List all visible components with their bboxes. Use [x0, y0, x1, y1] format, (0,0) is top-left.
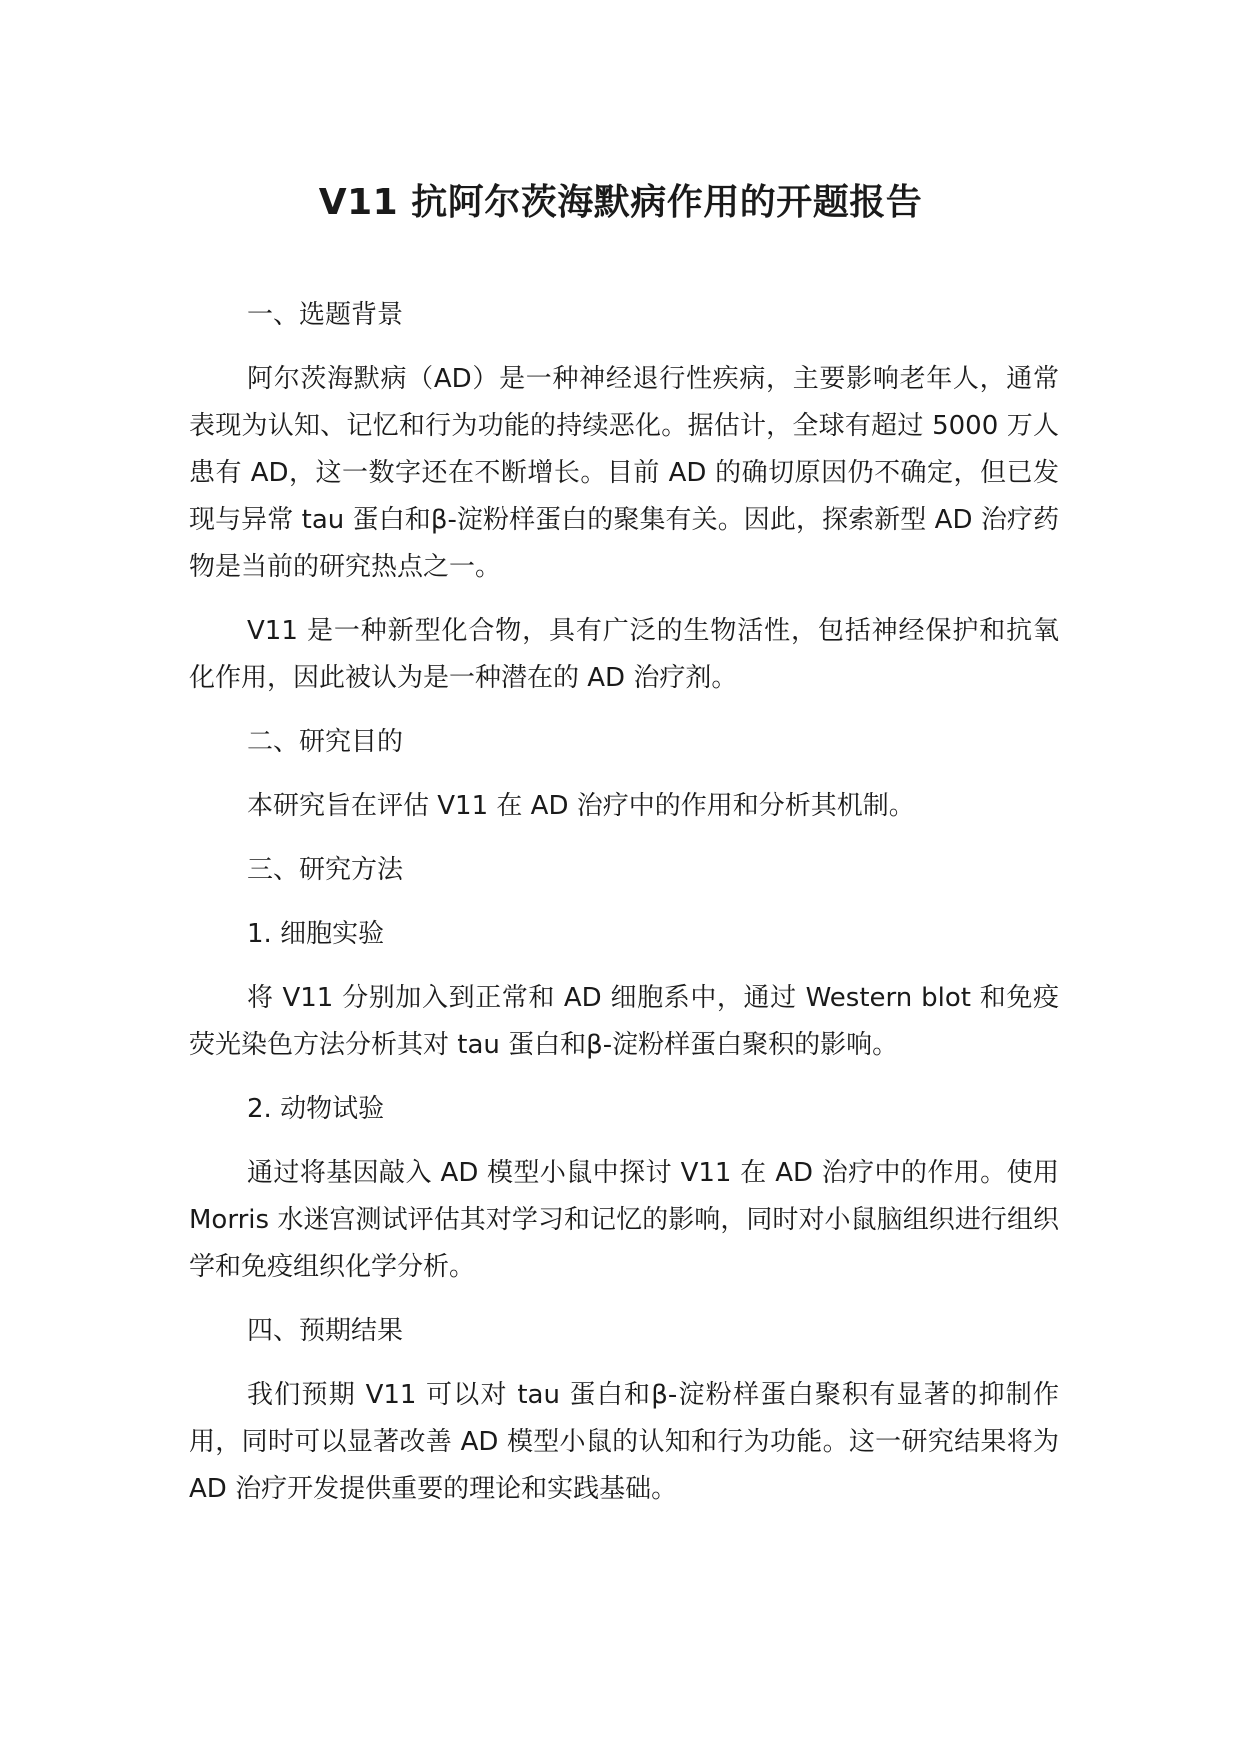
document-title: V11 抗阿尔茨海默病作用的开题报告 — [318, 182, 923, 223]
paragraph-purpose: 本研究旨在评估 V11 在 AD 治疗中的作用和分析其机制。 — [247, 791, 915, 821]
paragraph-animal-experiment: 通过将基因敲入 AD 模型小鼠中探讨 V11 在 AD 治疗中的作用。使用 Morris 水迷宫测试评估其对学习和记忆的影响，同时对小鼠脑组织进行组织学和免疫组织化学分析。 — [189, 1158, 1059, 1282]
paragraph-cell-experiment: 将 V11 分别加入到正常和 AD 细胞系中，通过 Western blot 和免疫荧光染色方法分析其对 tau 蛋白和β-淀粉样蛋白聚积的影响。 — [189, 983, 1059, 1060]
subheading-animal-experiment: 2. 动物试验 — [247, 1094, 385, 1124]
section-heading-background: 一、选题背景 — [247, 300, 404, 330]
section-heading-methods: 三、研究方法 — [247, 855, 404, 885]
document-body — [189, 292, 1059, 1530]
paragraph-background-2: V11 是一种新型化合物，具有广泛的生物活性，包括神经保护和抗氧化作用，因此被认为是一种潜在的 AD 治疗剂。 — [189, 616, 1059, 693]
paragraph-background-1: 阿尔茨海默病（AD）是一种神经退行性疾病，主要影响老年人，通常表现为认知、记忆和行为功能的持续恶化。据估计，全球有超过 5000 万人患有 AD，这一数字还在不断增长。目前 AD 的确切原因仍不确定，但已发现与异常 tau 蛋白和β-淀粉样蛋白的聚集有关。因此，探索新型 AD 治疗药物是当前的研究热点之一。 — [189, 364, 1059, 582]
section-heading-purpose: 二、研究目的 — [247, 727, 404, 757]
subheading-cell-experiment: 1. 细胞实验 — [247, 919, 385, 949]
section-heading-expected-results: 四、预期结果 — [247, 1316, 404, 1346]
paragraph-expected-results: 我们预期 V11 可以对 tau 蛋白和β-淀粉样蛋白聚积有显著的抑制作用，同时可以显著改善 AD 模型小鼠的认知和行为功能。这一研究结果将为 AD 治疗开发提供重要的理论和实践基础。 — [189, 1380, 1059, 1504]
